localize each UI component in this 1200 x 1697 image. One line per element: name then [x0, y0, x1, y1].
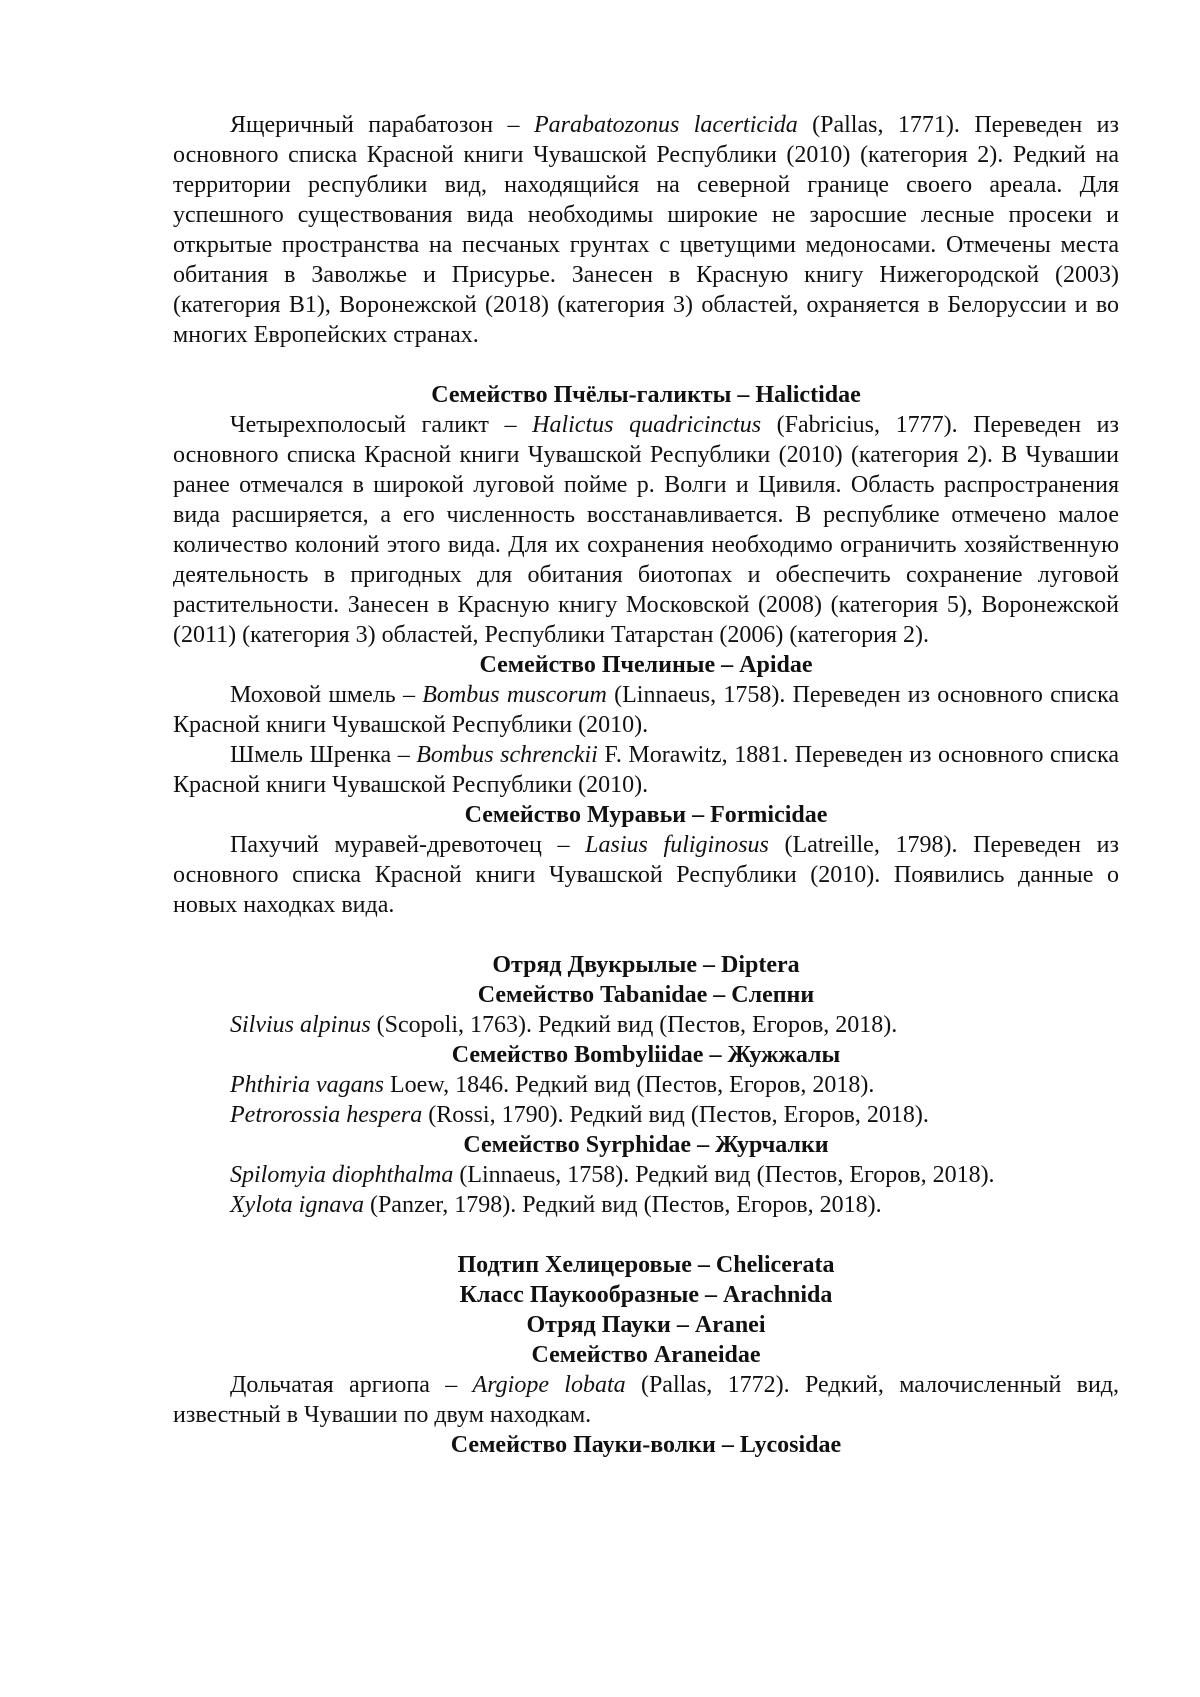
species-paragraph: [173, 740, 1119, 800]
family-heading: Семейство Пауки-волки – Lycosidae: [450, 1432, 842, 1458]
species-paragraph: [173, 110, 1119, 350]
species-line: [173, 1010, 1119, 1040]
family-heading: Семейство Муравьи – Formicidae: [464, 802, 828, 828]
species-paragraph: [173, 680, 1119, 740]
species-latin-name: Halictus quadricinctus: [532, 412, 762, 438]
species-latin-name: Bombus muscorum: [422, 682, 607, 708]
species-description: (Latreille, 1798). Переведен из основного списка Красной книги Чувашской Республики (2010). Появились данные о новых находках вида.: [173, 832, 1119, 918]
species-description: (Linnaeus, 1758). Переведен из основного списка Красной книги Чувашской Республики (2010).: [173, 682, 1120, 738]
document-page: [173, 110, 1119, 1460]
family-heading: Семейство Tabanidae – Слепни: [477, 982, 815, 1008]
species-paragraph: [173, 1370, 1119, 1430]
class-heading: Класс Паукообразные – Arachnida: [459, 1282, 833, 1308]
species-latin-name: Silvius alpinus: [230, 1012, 371, 1038]
species-description: (Pallas, 1771). Переведен из основного списка Красной книги Чувашской Республики (2010) (категория 2). Редкий на территории республики вид, находящийся на северной границе своего ареала. Для успешного существования вида необходимы широкие не заросшие лесные просеки и открытые пространства на песчаных грунтах с цветущими медоносами. Отмечены места обитания в Заволжье и Присурье. Занесен в Красную книгу Нижегородской (2003) (категория В1), Воронежской (2018) (категория 3) областей, охраняется в Белоруссии и во многих Европейских странах.: [173, 112, 1119, 348]
species-latin-name: Lasius fuliginosus: [585, 832, 769, 858]
species-latin-name: Petrorossia hespera: [230, 1102, 423, 1128]
species-latin-name: Parabatozonus lacerticida: [533, 112, 798, 138]
family-heading: Семейство Syrphidae – Журчалки: [463, 1132, 829, 1158]
species-latin-name: Spilomyia diophthalma: [230, 1162, 454, 1188]
species-common-name: Ящеричный парабатозон –: [230, 112, 534, 138]
species-common-name: Пахучий муравей-древоточец –: [230, 832, 586, 858]
species-description: F. Morawitz, 1881. Переведен из основного списка Красной книги Чувашской Республики (2010).: [173, 742, 1119, 798]
species-paragraph: [173, 830, 1119, 920]
species-description: (Pallas, 1772). Редкий, малочисленный вид, известный в Чувашии по двум находкам.: [173, 1372, 1119, 1428]
species-line: [173, 1070, 1119, 1100]
species-description: (Fabricius, 1777). Переведен из основного списка Красной книги Чувашской Республики (2010) (категория 2). В Чувашии ранее отмечался в широкой луговой пойме р. Волги и Цивиля. Область распространения вида расширяется, а его численность восстанавливается. В республике отмечено малое количество колоний этого вида. Для их сохранения необходимо ограничить хозяйственную деятельность в пригодных для обитания биотопах и обеспечить сохранение луговой растительности. Занесен в Красную книгу Московской (2008) (категория 5), Воронежской (2011) (категория 3) областей, Республики Татарстан (2006) (категория 2).: [173, 412, 1120, 648]
species-description: (Rossi, 1790). Редкий вид (Пестов, Егоров, 2018).: [422, 1102, 929, 1128]
species-description: (Linnaeus, 1758). Редкий вид (Пестов, Егоров, 2018).: [453, 1162, 995, 1188]
species-common-name: Четырехполосый галикт –: [230, 412, 533, 438]
family-heading: Семейство Пчелиные – Apidae: [479, 652, 813, 678]
species-description: Loew, 1846. Редкий вид (Пестов, Егоров, 2018).: [384, 1072, 875, 1098]
species-common-name: Моховой шмель –: [230, 682, 423, 708]
species-latin-name: Phthiria vagans: [230, 1072, 384, 1098]
species-common-name: Шмель Шренка –: [230, 742, 417, 768]
species-line: [173, 1100, 1119, 1130]
species-latin-name: Bombus schrenckii: [416, 742, 598, 768]
family-heading: Семейство Bombyliidae – Жужжалы: [451, 1042, 841, 1068]
species-description: (Scopoli, 1763). Редкий вид (Пестов, Егоров, 2018).: [370, 1012, 898, 1038]
species-common-name: Дольчатая аргиопа –: [230, 1372, 473, 1398]
family-heading: Семейство Araneidae: [531, 1342, 761, 1368]
species-description: (Panzer, 1798). Редкий вид (Пестов, Егоров, 2018).: [363, 1192, 882, 1218]
family-heading: Семейство Пчёлы-галикты – Halictidae: [431, 382, 861, 408]
order-heading: Отряд Пауки – Aranei: [526, 1312, 766, 1338]
species-latin-name: Argiope lobata: [472, 1372, 626, 1398]
species-latin-name: Xylota ignava: [230, 1192, 364, 1218]
species-line: [173, 1190, 1119, 1220]
order-heading: Отряд Двукрылые – Diptera: [492, 952, 800, 978]
subphylum-heading: Подтип Хелицеровые – Chelicerata: [457, 1252, 835, 1278]
species-paragraph: [173, 410, 1119, 650]
species-line: [173, 1160, 1119, 1190]
